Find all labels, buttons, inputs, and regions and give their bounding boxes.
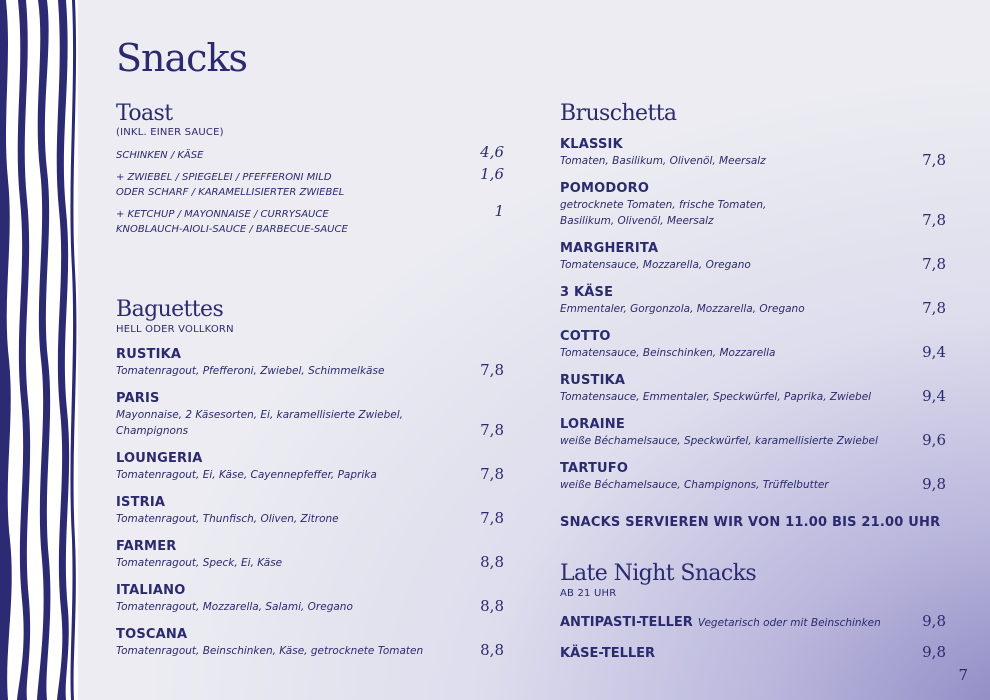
item-description: Tomatenragout, Beinschinken, Käse, getrocknete Tomaten bbox=[116, 645, 424, 658]
item-description: Emmentaler, Gorgonzola, Mozzarella, Oregano bbox=[560, 303, 805, 316]
toast-line-text: + KETCHUP / MAYONNAISE / CURRYSAUCE bbox=[116, 209, 329, 221]
item-description: getrocknete Tomaten, frische Tomaten, bbox=[560, 199, 767, 212]
menu-item bbox=[116, 347, 504, 379]
menu-item bbox=[116, 539, 504, 571]
menu-item bbox=[116, 391, 504, 439]
item-description: Tomatenragout, Mozzarella, Salami, Oregano bbox=[116, 601, 353, 614]
baguettes-title: Baguettes bbox=[116, 297, 224, 322]
item-name: POMODORO bbox=[560, 181, 650, 197]
menu-item bbox=[560, 329, 946, 361]
menu-item bbox=[560, 181, 946, 229]
item-description: Tomatenragout, Pfefferoni, Zwiebel, Schimmelkäse bbox=[116, 365, 385, 378]
item-price: 7,8 bbox=[922, 211, 946, 230]
menu-item bbox=[560, 285, 946, 317]
item-price: 9,8 bbox=[922, 612, 946, 631]
menu-item bbox=[560, 461, 946, 493]
toast-line-price: 4,6 bbox=[480, 143, 504, 162]
toast-section bbox=[116, 102, 504, 237]
decorative-wave-stripes bbox=[0, 0, 78, 700]
item-description: Vegetarisch oder mit Beinschinken bbox=[697, 617, 881, 630]
item-price: 7,8 bbox=[922, 151, 946, 170]
item-name: FARMER bbox=[116, 539, 177, 555]
toast-title: Toast bbox=[116, 101, 173, 126]
item-price: 7,8 bbox=[480, 421, 504, 440]
toast-line-text: KNOBLAUCH-AIOLI-SAUCE / BARBECUE-SAUCE bbox=[116, 224, 348, 236]
menu-item bbox=[560, 241, 946, 273]
item-name: KLASSIK bbox=[560, 137, 623, 153]
item-price: 9,4 bbox=[922, 343, 946, 362]
baguettes-section bbox=[116, 298, 504, 659]
late-night-section bbox=[560, 562, 946, 661]
item-price: 8,8 bbox=[480, 597, 504, 616]
toast-subtitle: (INKL. EINER SAUCE) bbox=[116, 127, 224, 139]
baguettes-subtitle: HELL ODER VOLLKORN bbox=[116, 324, 234, 336]
item-description: Tomatenragout, Ei, Käse, Cayennepfeffer, Paprika bbox=[116, 469, 377, 482]
item-description: weiße Béchamelsauce, Champignons, Trüffelbutter bbox=[560, 479, 829, 492]
item-name: COTTO bbox=[560, 329, 611, 345]
item-price: 9,4 bbox=[922, 387, 946, 406]
menu-item bbox=[560, 373, 946, 405]
item-price: 7,8 bbox=[922, 255, 946, 274]
late-night-subtitle: AB 21 UHR bbox=[560, 588, 617, 600]
item-description: Tomatenragout, Thunfisch, Oliven, Zitrone bbox=[116, 513, 339, 526]
item-price: 8,8 bbox=[480, 553, 504, 572]
item-description: Tomaten, Basilikum, Olivenöl, Meersalz bbox=[560, 155, 766, 168]
menu-item bbox=[560, 642, 946, 661]
toast-line-text: + ZWIEBEL / SPIEGELEI / PFEFFERONI MILD bbox=[116, 172, 332, 184]
item-description: Tomatensauce, Beinschinken, Mozzarella bbox=[560, 347, 776, 360]
item-name: LORAINE bbox=[560, 417, 625, 433]
item-price: 7,8 bbox=[480, 361, 504, 380]
item-price: 9,8 bbox=[922, 643, 946, 662]
menu-item bbox=[560, 137, 946, 169]
toast-line-text: ODER SCHARF / KARAMELLISIERTER ZWIEBEL bbox=[116, 187, 345, 199]
toast-line bbox=[116, 143, 504, 163]
bruschetta-section bbox=[560, 102, 946, 530]
item-name: MARGHERITA bbox=[560, 241, 659, 257]
toast-line-text: SCHINKEN / KÄSE bbox=[116, 150, 204, 162]
item-name: RUSTIKA bbox=[116, 347, 182, 363]
item-description: Tomatensauce, Mozzarella, Oregano bbox=[560, 259, 751, 272]
item-description: Tomatenragout, Speck, Ei, Käse bbox=[116, 557, 283, 570]
item-description: Champignons bbox=[116, 425, 189, 438]
item-name: ITALIANO bbox=[116, 583, 186, 599]
page-number: 7 bbox=[958, 666, 968, 684]
serving-hours-note: SNACKS SERVIEREN WIR VON 11.00 BIS 21.00 UHR bbox=[560, 515, 941, 531]
late-night-title: Late Night Snacks bbox=[560, 561, 757, 586]
item-price: 7,8 bbox=[922, 299, 946, 318]
menu-item bbox=[560, 611, 946, 630]
menu-item bbox=[116, 627, 504, 659]
item-name: ISTRIA bbox=[116, 495, 166, 511]
toast-line bbox=[116, 202, 504, 237]
item-description: Basilikum, Olivenöl, Meersalz bbox=[560, 215, 714, 228]
item-description: Mayonnaise, 2 Käsesorten, Ei, karamellisierte Zwiebel, bbox=[116, 409, 403, 422]
page-title: Snacks bbox=[116, 36, 247, 80]
menu-item bbox=[560, 417, 946, 449]
menu-item bbox=[116, 451, 504, 483]
item-price: 7,8 bbox=[480, 465, 504, 484]
item-name: 3 KÄSE bbox=[560, 285, 614, 301]
item-description: Tomatensauce, Emmentaler, Speckwürfel, Paprika, Zwiebel bbox=[560, 391, 872, 404]
menu-item bbox=[116, 495, 504, 527]
item-price: 8,8 bbox=[480, 641, 504, 660]
item-price: 9,8 bbox=[922, 475, 946, 494]
item-name: LOUNGERIA bbox=[116, 451, 203, 467]
item-description: weiße Béchamelsauce, Speckwürfel, karamellisierte Zwiebel bbox=[560, 435, 878, 448]
item-price: 9,6 bbox=[922, 431, 946, 450]
bruschetta-title: Bruschetta bbox=[560, 101, 677, 126]
toast-line-price: 1,6 bbox=[480, 165, 504, 184]
item-name: KÄSE-TELLER bbox=[560, 646, 656, 662]
item-name: PARIS bbox=[116, 391, 160, 407]
item-name: ANTIPASTI-TELLER bbox=[560, 615, 693, 631]
item-name: TOSCANA bbox=[116, 627, 188, 643]
toast-line bbox=[116, 165, 504, 200]
menu-item bbox=[116, 583, 504, 615]
item-name: RUSTIKA bbox=[560, 373, 626, 389]
item-name: TARTUFO bbox=[560, 461, 629, 477]
item-price: 7,8 bbox=[480, 509, 504, 528]
toast-line-price: 1 bbox=[494, 202, 504, 221]
